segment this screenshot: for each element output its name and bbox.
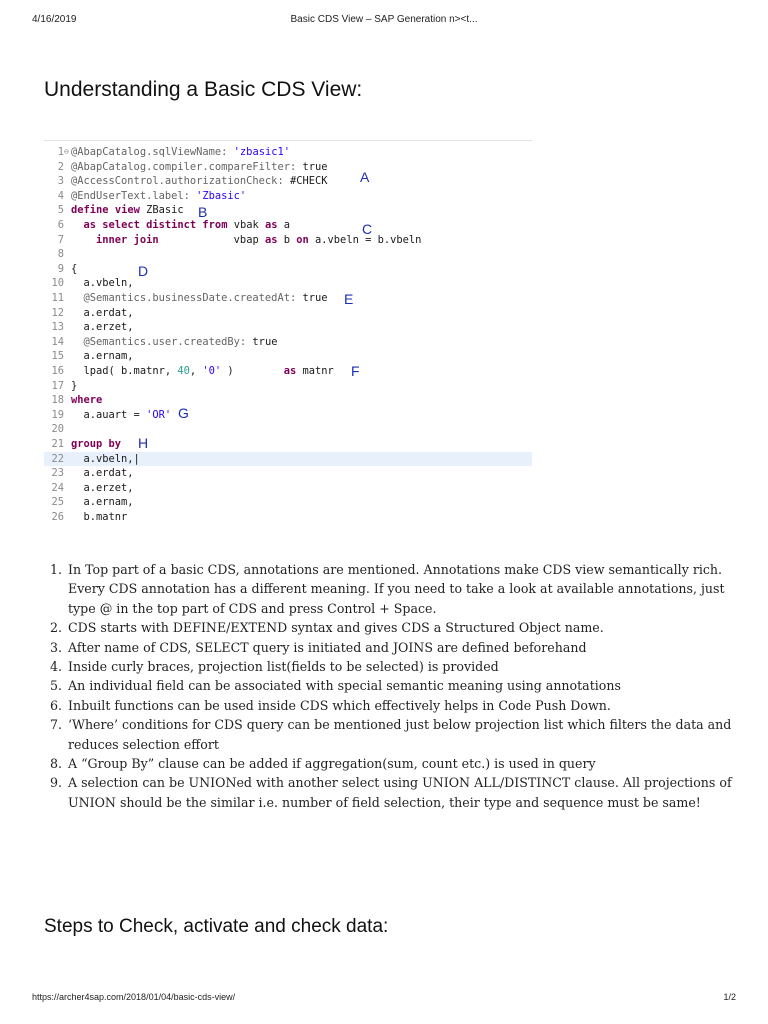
- line-number: 16: [51, 365, 64, 377]
- annotation-marker-c: C: [362, 221, 373, 237]
- code-screenshot: [44, 140, 532, 539]
- code-line: [44, 306, 532, 321]
- list-item: 9. A selection can be UNIONed with another select using UNION ALL/DISTINCT clause. All projections of UNION should be the similar i.e. number of field selection, their type and sequence must be same!: [66, 773, 756, 812]
- page-title: Basic CDS View – SAP Generation n><t...: [290, 14, 478, 25]
- line-number: 15: [51, 350, 64, 363]
- annotation-marker-e: E: [344, 291, 354, 307]
- code-text: b.matnr: [71, 511, 128, 523]
- code-line: [44, 510, 532, 525]
- code-line: [44, 437, 532, 452]
- code-text: a.erdat,: [71, 306, 134, 319]
- page-header: [32, 14, 736, 28]
- code-line: [44, 335, 532, 350]
- code-line: [44, 495, 532, 510]
- line-number: 4: [57, 189, 64, 202]
- line-number: 1: [57, 146, 64, 158]
- annotation-marker-f: F: [351, 363, 360, 379]
- line-number: 2: [57, 160, 64, 173]
- code-text: a.erzet,: [71, 321, 134, 334]
- line-number: 25: [51, 496, 64, 509]
- code-text: a.ernam,: [71, 350, 134, 363]
- code-line: [44, 218, 532, 233]
- steps-heading: Steps to Check, activate and check data:: [44, 916, 389, 937]
- code-line: [44, 247, 532, 262]
- list-item: 2. CDS starts with DEFINE/EXTEND syntax and gives CDS a Structured Object name.: [66, 618, 756, 637]
- section-heading: Understanding a Basic CDS View:: [44, 78, 363, 101]
- code-text: lpad( b.matnr, 40, '0' ) as matnr: [71, 365, 334, 377]
- code-text: a.auart = 'OR': [71, 408, 172, 421]
- code-line: [44, 422, 532, 437]
- line-number: 20: [51, 423, 64, 436]
- code-text: a.erdat,: [71, 467, 134, 480]
- line-number: 24: [51, 481, 64, 494]
- code-line: [44, 320, 532, 335]
- code-line: [44, 393, 532, 408]
- line-number: 6: [57, 219, 64, 231]
- line-number: 9: [57, 262, 64, 275]
- code-text: group by: [71, 438, 122, 450]
- page-number: 1/2: [723, 992, 736, 1002]
- line-number: 17: [51, 379, 64, 392]
- explanation-list: [44, 560, 756, 812]
- code-text: define view ZBasic: [71, 204, 184, 217]
- code-text: inner join vbap as b on a.vbeln = b.vbeln: [96, 233, 422, 246]
- code-text: a.vbeln,|: [71, 452, 140, 465]
- list-item: 4. Inside curly braces, projection list(fields to be selected) is provided: [66, 657, 756, 676]
- line-number: 12: [51, 306, 64, 319]
- code-line: [44, 203, 532, 218]
- fold-icon: ⊖: [64, 147, 69, 156]
- code-line: [44, 276, 532, 291]
- code-line: [44, 233, 532, 248]
- code-text: @Semantics.businessDate.createdAt: true: [83, 292, 328, 304]
- code-text: @AbapCatalog.sqlViewName: 'zbasic1': [71, 146, 290, 158]
- line-number: 26: [51, 511, 64, 523]
- code-text: a.erzet,: [71, 481, 134, 494]
- line-number: 23: [51, 467, 64, 480]
- code-line: [44, 364, 532, 379]
- line-number: 14: [51, 335, 64, 348]
- code-text: @Semantics.user.createdBy: true: [83, 335, 278, 348]
- code-line: [44, 160, 532, 175]
- code-line: [44, 466, 532, 481]
- line-number: 8: [57, 248, 64, 261]
- line-number: 22: [51, 452, 64, 465]
- code-text: @AbapCatalog.compiler.compareFilter: true: [71, 160, 328, 173]
- code-line: [44, 408, 532, 423]
- code-line: [44, 481, 532, 496]
- code-line: [44, 349, 532, 364]
- code-text: @AccessControl.authorizationCheck: #CHECK: [71, 175, 328, 188]
- code-line: [44, 145, 532, 160]
- code-line: [44, 262, 532, 277]
- list-item: 6. Inbuilt functions can be used inside CDS which effectively helps in Code Push Down.: [66, 696, 756, 715]
- code-text: a.ernam,: [71, 496, 134, 509]
- code-line: [44, 174, 532, 189]
- annotation-marker-a: A: [360, 169, 370, 185]
- line-number: 19: [51, 408, 64, 421]
- line-number: 13: [51, 321, 64, 334]
- source-url: https://archer4sap.com/2018/01/04/basic-cds-view/: [32, 992, 236, 1002]
- code-line: [44, 452, 532, 467]
- annotation-marker-h: H: [138, 435, 149, 451]
- code-line: [44, 189, 532, 204]
- list-item: 7. ‘Where’ conditions for CDS query can be mentioned just below projection list which filters the data and reduces selection effort: [66, 715, 756, 754]
- annotation-marker-g: G: [178, 405, 189, 421]
- code-text: {: [71, 262, 78, 275]
- code-line: [44, 291, 532, 306]
- list-item: 8. A “Group By” clause can be added if aggregation(sum, count etc.) is used in query: [66, 754, 756, 773]
- annotation-marker-b: B: [198, 204, 208, 220]
- list-item: 5. An individual field can be associated with special semantic meaning using annotations: [66, 676, 756, 695]
- list-item: 3. After name of CDS, SELECT query is initiated and JOINS are defined beforehand: [66, 638, 756, 657]
- list-item: 1. In Top part of a basic CDS, annotations are mentioned. Annotations make CDS view semantically rich. Every CDS annotation has a different meaning. If you need to take a look at available annotations, just type @ in the top part of CDS and press Control + Space.: [66, 560, 756, 618]
- line-number: 7: [57, 233, 64, 246]
- code-text: @EndUserText.label: 'Zbasic': [71, 189, 247, 202]
- print-date: 4/16/2019: [32, 14, 77, 25]
- line-number: 3: [57, 175, 64, 188]
- line-number: 11: [51, 292, 64, 304]
- code-text: a.vbeln,: [71, 277, 134, 290]
- line-number: 18: [51, 394, 64, 407]
- code-text: as select distinct from vbak as a: [83, 219, 291, 231]
- code-text: where: [71, 394, 103, 407]
- annotation-marker-d: D: [138, 263, 149, 279]
- code-line: [44, 379, 532, 394]
- line-number: 10: [51, 277, 64, 290]
- code-text: }: [71, 379, 78, 392]
- line-number: 21: [51, 438, 64, 450]
- line-number: 5: [57, 204, 64, 217]
